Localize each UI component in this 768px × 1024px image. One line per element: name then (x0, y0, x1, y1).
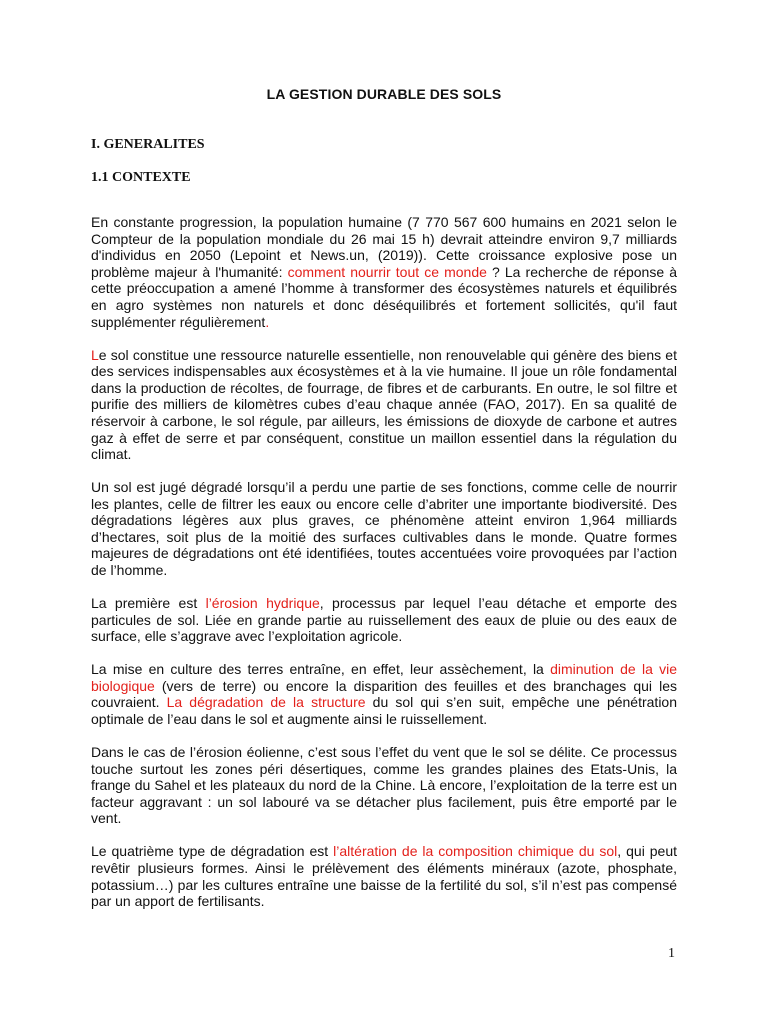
body-text (91, 214, 677, 926)
paragraph-text: Dans le cas de l’érosion éolienne, c’est sous l’effet du vent que le sol se délite. Ce processus touche surtout les zones péri désertiques, comme les grandes plaines des Etats-Unis, la frange du Sahel et les plateaux du nord de la Chine. Là encore, l’exploitation de la terre est un facteur aggravant : un sol labouré va se détacher plus facilement, puis être emporté par le vent. (91, 743, 677, 827)
paragraph-wind-erosion (91, 744, 677, 827)
paragraph-text: e sol constitue une ressource naturelle essentielle, non renouvelable qui génère des biens et des services indispensables aux écosystèmes et à la vie humaine. Il joue un rôle fondamental dans la production de récoltes, de fourrage, de fibres et de carburants. En outre, le sol filtre et purifie des milliers de kilomètres cubes d’eau chaque année (FAO, 2017). En sa qualité de réservoir à carbone, le sol régule, par ailleurs, les émissions de dioxyde de carbone et autres gaz à effet de serre et par conséquent, constitue un maillon essentiel dans la régulation du climat. (91, 346, 677, 463)
document-title: LA GESTION DURABLE DES SOLS (266, 86, 502, 102)
paragraph-cultivation (91, 661, 677, 727)
paragraph-chemical-alteration (91, 843, 677, 909)
highlighted-punctuation: . (265, 313, 270, 330)
paragraph-soil-resource (91, 347, 677, 463)
paragraph-text: La mise en culture des terres entraîne, en effet, leur assèchement, la (91, 661, 551, 678)
paragraph-text: du sol qui s’en suit, empêche une pénétration optimale de l’eau dans le sol et augmente ainsi le ruissellement. (91, 694, 678, 727)
highlighted-phrase: comment nourrir tout ce monde (287, 263, 487, 280)
paragraph-text: , qui peut revêtir plusieurs formes. Ainsi le prélèvement des éléments minéraux (azote, phosphate, potassium…) par les cultures entraîne une baisse de la fertilité du sol, s’il n’est pas compensé par un apport de fertilisants. (91, 843, 678, 910)
paragraph-population (91, 214, 677, 330)
paragraph-text: La première est (91, 595, 206, 612)
highlighted-phrase: diminution de la vie biologique (91, 661, 677, 694)
highlighted-phrase: l’érosion hydrique (205, 595, 320, 612)
paragraph-text: (vers de terre) ou encore la disparition des feuilles et des branchages qui les couvraient. (91, 677, 677, 711)
section-heading: I. GENERALITES (91, 137, 205, 152)
page-number: 1 (668, 946, 675, 961)
paragraph-text: , processus par lequel l’eau détache et emporte des particules de sol. Liée en grande partie au ruissellement des eaux de pluie ou des eaux de surface, elle s’aggrave avec l’exploitation agricole. (91, 595, 677, 645)
paragraph-text: Un sol est jugé dégradé lorsqu’il a perdu une partie de ses fonctions, comme celle de nourrir les plantes, celle de filtrer les eaux ou encore celle d’abriter une importante biodiversité. Des dégradations légères aux plus graves, ce phénomène atteint environ 1,964 milliards d’hectares, soit plus de la moitié des surfaces cultivables dans le monde. Quatre formes majeures de dégradations ont été identifiées, toutes accentuées voire provoquées par l’action de l’homme. (91, 479, 677, 579)
subsection-heading: 1.1 CONTEXTE (91, 170, 191, 185)
highlighted-initial: L (91, 346, 99, 363)
highlighted-phrase: l’altération de la composition chimique du sol (333, 843, 618, 860)
paragraph-text: ? La recherche de réponse à cette préoccupation a amené l’homme à transformer des écosystèmes naturels et équilibrés en agro systèmes non naturels et donc déséquilibrés et fortement sollicités, qu'il faut supplémenter régulièrement (91, 263, 678, 330)
paragraph-degraded-soil (91, 479, 677, 579)
paragraph-water-erosion (91, 595, 677, 645)
paragraph-text: Le quatrième type de dégradation est (91, 843, 334, 860)
paragraph-text: En constante progression, la population humaine (7 770 567 600 humains en 2021 selon le Compteur de la population mondiale du 26 mai 15 h) devrait atteindre environ 9,7 milliards d'individus en 2050 (Lepoint et News.un, (2019)). Cette croissance explosive pose un problème majeur à l'humanité: (91, 214, 677, 280)
highlighted-phrase: La dégradation de la structure (166, 694, 366, 711)
